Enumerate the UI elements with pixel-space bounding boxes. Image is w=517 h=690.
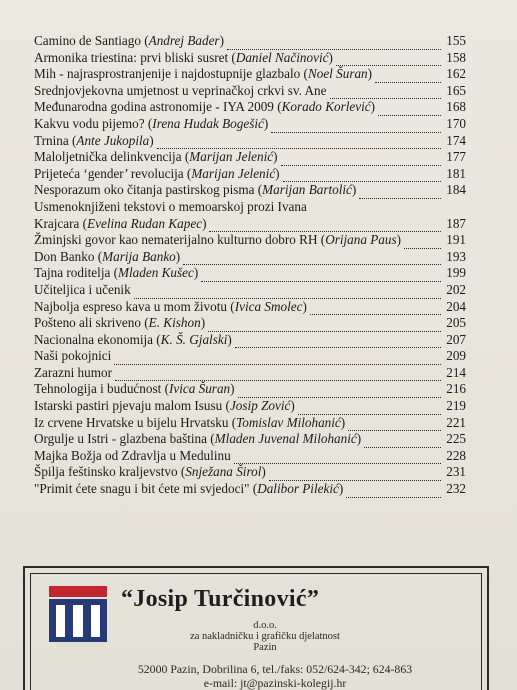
toc-entry (34, 216, 466, 233)
toc-title-tail: ) (193, 265, 199, 281)
dot-leader (281, 154, 441, 166)
toc-title-tail: ) (370, 99, 376, 115)
dot-leader (183, 253, 441, 265)
toc-page-number: 207 (446, 331, 466, 347)
toc-entry (34, 365, 466, 382)
toc-title-text: Armonika triestina: prvi bliski susret ( (34, 49, 236, 65)
toc-entry-title (34, 431, 361, 448)
publisher-activity: za nakladničku i grafičku djelatnost (190, 631, 340, 642)
toc-page-number: 187 (446, 215, 466, 231)
toc-title-text: Srednjovjekovna umjetnost u veprinačkoj crkvi sv. Ane (34, 82, 327, 98)
toc-entry (34, 116, 466, 133)
toc-entry-title (34, 249, 180, 266)
toc-page-number: 162 (446, 66, 466, 82)
toc-entry-title (34, 398, 295, 415)
publisher-imprint-box (23, 566, 489, 690)
toc-entry-title (34, 315, 205, 332)
toc-title-text: Maloljetnička delinkvencija ( (34, 149, 190, 165)
toc-entry-title (34, 166, 280, 183)
toc-entry (34, 249, 466, 266)
toc-entry-title (34, 83, 327, 100)
toc-title-text: Nesporazum oko čitanja pastirskog pisma ( (34, 182, 263, 198)
toc-entry-title (34, 216, 206, 233)
toc-title-tail: ) (219, 33, 224, 48)
toc-page-number: 165 (446, 82, 466, 98)
toc-entry (34, 299, 466, 316)
toc-title-text: Orgulje u Istri - glazbena baština ( (34, 431, 215, 447)
toc-author: Marijan Jelenić (189, 149, 274, 165)
toc-page-number: 168 (446, 99, 466, 115)
dot-leader (404, 237, 441, 249)
toc-page-number: 199 (446, 265, 466, 281)
toc-author: Noel Šuran (307, 66, 368, 82)
toc-page-number: 184 (446, 182, 466, 198)
toc-author: Mladen Kušec (118, 265, 194, 281)
toc-title-text: Iz crvene Hrvatske u bijelu Hrvatsku ( (34, 414, 237, 430)
dot-leader (359, 187, 441, 199)
toc-entry (34, 348, 466, 365)
toc-entry-title (34, 232, 401, 249)
toc-page-number: 191 (446, 232, 466, 248)
toc-entry-title (34, 33, 224, 50)
dot-leader (364, 436, 441, 448)
toc-entry-title (34, 332, 232, 349)
toc-page-number: 193 (446, 248, 466, 264)
publisher-email: e-mail: jt@pazinski-kolegij.hr (203, 676, 347, 690)
toc-entry (34, 199, 466, 216)
dot-leader (235, 336, 441, 348)
publisher-city: Pazin (253, 642, 277, 653)
toc-title-tail: ) (175, 248, 181, 264)
toc-author: Dalibor Pilekić (257, 481, 339, 497)
publisher-company-form: d.o.o. (253, 620, 277, 631)
toc-title-tail: ) (302, 298, 307, 314)
toc-entry-title (34, 448, 231, 465)
toc-entry (34, 448, 466, 465)
toc-entry-title (34, 133, 154, 150)
toc-author: Marija Banko (102, 248, 176, 264)
toc-title-text: Trnina ( (34, 132, 77, 148)
toc-entry (34, 481, 466, 498)
toc-page-number: 177 (446, 149, 466, 165)
toc-entry (34, 431, 466, 448)
toc-author: E. Kishon (148, 315, 201, 331)
toc-title-text: Zarazni humor (34, 364, 112, 380)
publisher-logo-icon (49, 586, 107, 642)
dot-leader (348, 419, 441, 431)
toc-author: Marijan Jelenić (191, 165, 276, 181)
toc-title-text: Najbolja espreso kava u mom životu ( (34, 298, 235, 314)
toc-page-number: 174 (446, 132, 466, 148)
toc-entry (34, 33, 466, 50)
toc-title-text: Učiteljica i učenik (34, 281, 131, 297)
toc-title-text: Međunarodna godina astronomije - IYA 2009 ( (34, 99, 282, 115)
toc-author: Ivica Smolec (234, 298, 303, 314)
toc-title-tail: ) (273, 149, 278, 165)
dot-leader (336, 54, 441, 66)
toc-title-tail: ) (328, 49, 333, 65)
toc-author: K. Š. Gjalski (160, 331, 228, 347)
toc-title-tail: ) (202, 215, 207, 231)
toc-title-text: Tajna roditelja ( (34, 265, 119, 281)
toc-entry-title (34, 481, 343, 498)
dot-leader (298, 403, 441, 415)
toc-title-tail: ) (230, 381, 235, 397)
toc-entry (34, 464, 466, 481)
publisher-name: “Josip Turčinović” (121, 586, 320, 612)
dot-leader (346, 486, 441, 498)
toc-page-number: 202 (446, 281, 466, 297)
dot-leader (330, 87, 441, 99)
toc-title-tail: ) (149, 132, 154, 148)
publisher-address: 52000 Pazin, Dobrilina 6, tel./faks: 052/624-342; 624-863 (137, 662, 413, 676)
toc-author: Ante Jukopila (76, 132, 150, 148)
toc-author: Marijan Bartolić (262, 182, 352, 198)
toc-page-number: 228 (446, 447, 466, 463)
toc-entry-title (34, 282, 131, 299)
toc-author: Snježana Širol (185, 464, 262, 480)
toc-entry-title (34, 66, 372, 83)
dot-leader (157, 137, 441, 149)
toc-title-text: Krajcara ( (34, 215, 88, 231)
toc-title-text: Prijeteća ‘gender’ revolucija ( (34, 165, 192, 181)
toc-author: Ivica Šuran (168, 381, 231, 397)
toc-entry (34, 50, 466, 67)
toc-page-number: 225 (446, 431, 466, 447)
dot-leader (283, 170, 441, 182)
toc-title-tail: ) (263, 115, 269, 131)
toc-title-text: "Primit ćete snagu i bit ćete mi svjedoci" ( (34, 481, 258, 497)
dot-leader (271, 121, 441, 133)
toc-entry-title (34, 149, 278, 166)
toc-entry-title (34, 99, 375, 116)
toc-title-tail: ) (227, 331, 232, 347)
toc-entry (34, 133, 466, 150)
dot-leader (201, 270, 441, 282)
toc-title-tail: ) (367, 66, 373, 82)
toc-entry (34, 232, 466, 249)
toc-author: Tomislav Milohanić (236, 414, 341, 430)
dot-leader (234, 452, 441, 464)
toc-entry-title (34, 116, 268, 133)
toc-page-number: 219 (446, 398, 466, 414)
toc-page-number: 205 (446, 315, 466, 331)
dot-leader (269, 469, 441, 481)
toc-entry-title (34, 365, 112, 382)
toc-entry (34, 265, 466, 282)
toc-title-tail: ) (356, 431, 362, 447)
toc-entry-title (34, 464, 266, 481)
toc-author: Mladen Juvenal Milohanić (214, 431, 357, 447)
toc-title-tail: ) (396, 232, 402, 248)
dot-leader (115, 369, 441, 381)
toc-entry (34, 149, 466, 166)
dot-leader (134, 287, 441, 299)
toc-entry (34, 315, 466, 332)
toc-title-text: Mih - najrasprostranjenije i najdostupnije glazbalo ( (34, 66, 308, 82)
toc-entry (34, 381, 466, 398)
toc-title-tail: ) (351, 182, 357, 198)
toc-entry (34, 398, 466, 415)
toc-page-number: 155 (446, 33, 466, 48)
toc-entry (34, 66, 466, 83)
toc-title-text: Istarski pastiri pjevaju malom Isusu ( (34, 398, 230, 414)
dot-leader (375, 71, 441, 83)
dot-leader (310, 303, 441, 315)
toc-entry-title (34, 50, 333, 67)
toc-author: Josip Zović (229, 398, 291, 414)
table-of-contents (34, 33, 466, 498)
toc-page-number: 204 (446, 298, 466, 314)
toc-title-tail: ) (290, 398, 295, 414)
toc-page-number: 181 (446, 165, 466, 181)
toc-author: Irena Hudak Bogešić (152, 115, 264, 131)
toc-entry (34, 99, 466, 116)
toc-title-tail: ) (261, 464, 266, 480)
toc-title-text: Usmenoknjiženi tekstovi o memoarskoj prozi Ivana (34, 198, 307, 214)
toc-entry (34, 182, 466, 199)
toc-author: Andrej Bader (148, 33, 220, 48)
dot-leader (378, 104, 441, 116)
toc-title-tail: ) (275, 165, 280, 181)
toc-title-text: Tehnologija i budućnost ( (34, 381, 169, 397)
toc-page-number: 214 (446, 364, 466, 380)
toc-entry (34, 332, 466, 349)
toc-page-number: 216 (446, 381, 466, 397)
dot-leader (208, 320, 441, 332)
toc-entry-title (34, 199, 307, 216)
toc-title-text: Camino de Santiago ( (34, 33, 149, 48)
toc-title-tail: ) (340, 414, 346, 430)
toc-page-number: 170 (446, 115, 466, 131)
toc-author: Evelina Rudan Kapec (87, 215, 203, 231)
toc-title-text: Majka Božja od Zdravlja u Medulinu (34, 447, 231, 463)
toc-title-text: Pošteno ali skriveno ( (34, 315, 149, 331)
toc-page-number: 221 (446, 414, 466, 430)
toc-title-tail: ) (200, 315, 206, 331)
toc-title-text: Naši pokojnici (34, 348, 112, 364)
toc-title-text: Kakvu vodu pijemo? ( (34, 115, 153, 131)
toc-title-text: Špilja feštinsko kraljevstvo ( (34, 464, 186, 480)
toc-entry-title (34, 348, 111, 365)
toc-entry-title (34, 265, 198, 282)
dot-leader (238, 386, 441, 398)
toc-entry (34, 415, 466, 432)
dot-leader (227, 38, 441, 50)
toc-author: Korado Korlević (281, 99, 371, 115)
toc-author: Orijana Paus (325, 232, 397, 248)
dot-leader (209, 220, 441, 232)
dot-leader (114, 353, 441, 365)
toc-page-number: 232 (446, 481, 466, 497)
toc-page-number: 158 (446, 49, 466, 65)
toc-entry (34, 282, 466, 299)
toc-title-tail: ) (338, 481, 344, 497)
toc-title-text: Don Banko ( (34, 248, 103, 264)
toc-title-text: Žminjski govor kao nematerijalno kulturno dobro RH ( (34, 232, 326, 248)
toc-entry (34, 83, 466, 100)
toc-page-number: 209 (446, 348, 466, 364)
toc-entry-title (34, 182, 356, 199)
toc-title-text: Nacionalna ekonomija ( (34, 331, 161, 347)
toc-page-number: 231 (446, 464, 466, 480)
toc-entry-title (34, 381, 235, 398)
toc-author: Daniel Načinović (235, 49, 329, 65)
toc-entry-title (34, 415, 345, 432)
toc-entry (34, 166, 466, 183)
toc-entry-title (34, 299, 307, 316)
